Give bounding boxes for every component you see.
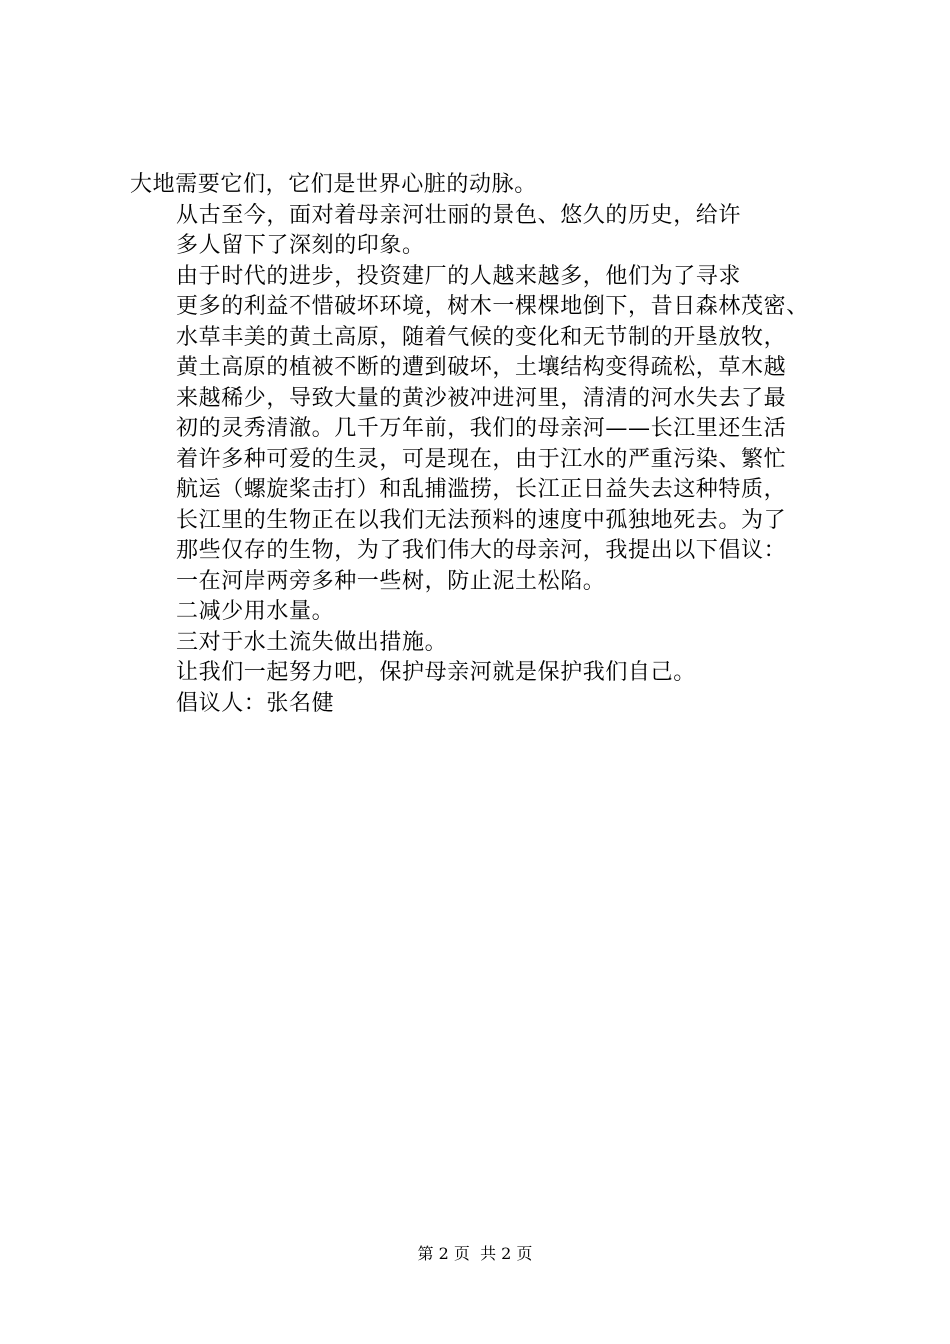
text-line: 一在河岸两旁多种一些树，防止泥土松陷。 (176, 568, 606, 594)
text-line: 长江里的生物正在以我们无法预料的速度中孤独地死去。为了 (176, 507, 787, 533)
text-line: 水草丰美的黄土高原，随着气候的变化和无节制的开垦放牧， (176, 324, 787, 350)
text-line: 黄土高原的植被不断的遭到破坏，土壤结构变得疏松，草木越 (176, 355, 787, 380)
text-line: 二减少用水量。 (176, 599, 335, 624)
text-line: 初的灵秀清澈。几千万年前，我们的母亲河——长江里还生活 (176, 416, 787, 441)
text-line: 更多的利益不惜破坏环境，树木一棵棵地倒下，昔日森林茂密、 (176, 294, 809, 319)
text-line: 倡议人：张名健 (176, 690, 335, 716)
paragraph (130, 628, 840, 659)
page-number-label: 第 2 页 共 2 页 (417, 1244, 533, 1263)
text-line: 三对于水土流失做出措施。 (176, 629, 448, 655)
text-line: 大地需要它们，它们是世界心脏的动脉。 (130, 172, 537, 197)
paragraph (130, 658, 840, 689)
text-line: 着许多种可爱的生灵，可是现在，由于江水的严重污染、繁忙 (176, 446, 787, 472)
text-line: 航运（螺旋桨击打）和乱捕滥捞，长江正日益失去这种特质， (176, 477, 787, 502)
text-line: 由于时代的进步，投资建厂的人越来越多，他们为了寻求 (176, 263, 742, 289)
text-line: 多人留下了深刻的印象。 (176, 233, 425, 258)
paragraph (130, 262, 840, 567)
text-line: 从古至今，面对着母亲河壮丽的景色、悠久的历史，给许 (176, 202, 742, 228)
paragraph (130, 597, 840, 628)
paragraph (130, 201, 840, 262)
paragraph (130, 567, 840, 598)
text-line: 来越稀少，导致大量的黄沙被冲进河里，清清的河水失去了最 (176, 385, 787, 411)
document-body (130, 170, 840, 719)
paragraph (130, 689, 840, 720)
paragraph (130, 170, 840, 201)
page-footer (0, 1244, 950, 1264)
text-line: 让我们一起努力吧，保护母亲河就是保护我们自己。 (176, 660, 696, 685)
text-line: 那些仅存的生物，为了我们伟大的母亲河，我提出以下倡议： (176, 538, 787, 563)
